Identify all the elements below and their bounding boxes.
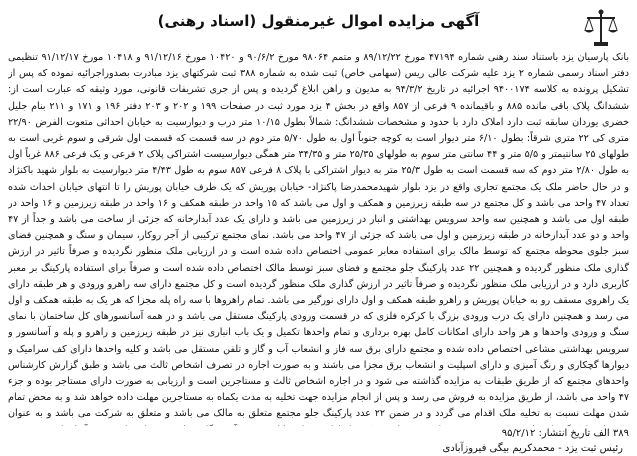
publication-serial: ۳۸۹ الف تاریخ انتشار: ۹۵/۲/۱۲ bbox=[501, 428, 629, 439]
notice-header bbox=[8, 4, 629, 50]
notice-footer bbox=[8, 426, 629, 456]
notice-body: بانک پارسیان یزد باستناد سند رهنی شماره ۴۷۱۹۴ مورخ ۸۹/۱۲/۲۲ و متمم ۹۸۰۶۴ مورخ ۹۰/۶/۲ و ۱۰۴۲۰ مورخ ۹۱/۱۲/۱۶ و ۱۰۴۱۸ مورخ ۹۱/۱۲/۱۷ تنظیمی دفتر اسناد رسمی شماره ۲ یزد علیه شرکت عالی ریس (سهامی خاص) ثبت شده به شماره ۳۸۸ ثبت شرکتهای یزد مبادرت بصدوراجرائیه نموده که پس از تشکیل پرونده به کلاسه ۹۴۰۰۱۷۴ اجرائیه در تاریخ ۹۴/۳/۲ به مدیون و راهن ابلاغ گردیده و پس از جری تشریفات قانونی، مورد وثیقه که عبارت است از: ششدانگ پلاک باقی مانده ۸۸۵ و باقیمانده ۹ فرعی از ۸۵۷ واقع در بخش ۴ یزد مورد ثبت در صفحات ۱۹۹ و ۲۰۲ و ۲۰۳ دفتر ۱۹۶ و ۱۷۱ و ۲۱۱ بنام جلیل خضری یوردان سابقه ثبت دارد املاک دارد با حدود و مشخصات ششدانگ: شمالاً بطول ۱۰/۱۵ متر درب و دیوارسیت به خیابان احداثی متعوت الفرض ۲۲/۹۰ متری کی ۲۲ متری شرقاً: بطول ۶/۱۰ متر دیوار است به کوچه جنوباً اول به طول ۵/۷۰ متر دوم در سه قسمت که قسمت اول شرقی و سوم غربی است به طولهای ۲۵ سانتیمتر و ۵/۵ متر و ۴۴ سانتی متر سوم به طولهای ۲۵/۳۵ متر و ۳۴/۳۵ متر همگی دیوارسیست اشتراکی پلاک ۲ فرعی و یک فرعی ۸۸۶ غرباً اول به طول ۲/۸۰ متر دوم که سه قسمت است به طول ۲۵/۳ متر به دیوار اشتراکی با پلاک ۸ فرعی ۸۵۷ سوم به طول ۴/۴۳ متر دیوارسیت به بلوار شهید باکنژاد و در حال حاضر ملک یک مجتمع تجاری واقع در یزد بلوار شهیدمحمدرضا پاکنژاد- خیابان پوریش که یک طرف خیابان پوریش را تا انتهای خیابان احداث شده تعداد ۴۷ واحد می باشد و کل مجتمع در سه طبقه زیرزمین و همکف و اول می باشد که ۱۵ واحد در طبقه همکف و ۱۶ واحد در طبقه زیرزمین و ۱۶ واحد در طبقه اول می باشد و همچنین سه واحد سرویس بهداشتی و انبار در زیرزمین می باشد و دارای یک عدد آبدارخانه که جزئی از ساخت می باشد و جداً از ۴۷ واحد و دو عدد آبدارخانه در طبقه زیرزمین و اول می باشد که جزئی از ۴۷ واحد می باشد. نمای مجتمع ترکیبی از آجر روکار، سیمان و سنگ و همچنین فضای سبز جلوی محوطه مجتمع که توسط مالک برای استفاده معابر عمومی اختصاص داده شده است و در ارزیابی ملک منظور نگردیده و صرفاً تاثیر در ارزش گذاری ملک منظور گردیده و همچنین ۲۲ عدد پارکینگ جلو مجتمع و فضای سبز توسط مالک اختصاص داده شده است و صرفاً برای استفاده پارکینگ بر معبر کاربری دارد و در ارزیابی ملک منظور نگردیده و صرفاً تاثیر در ارزش گذاری ملک منظور گردیده است و کل مجتمع دارای سه راهرو ورودی و هر طبقه دارای یک راهروی مسقف رو به خیابان پوریش و راهرو طبقه همکف و اول دارای نورگیر می باشد. تمام راهروها با سه راه پله مجزا که هر یک به طبقه همکف و اول می رسد و همچنین دارای یک درب ورودی بزرگ با کرکره فلزی که در قسمت ورودی پارکینگ مستقل می باشد و در همه آسانسورهای کل ساختمان با نمای سنگ و ورودی واحدها و هر واحد دارای امکانات کامل بهره برداری و تمام واحدها تکمیل و یک باب انباری نیز در طبقه زیرزمین و راهرو و پله و آسانسور و سرویس بهداشتی مشاعی اختصاص داده شده و مجتمع دارای برق سه فاز و انشعاب آب و گاز و تلفن مستقل می باشد و کلیه واحدها دارای کف سرامیک و دیوارها گچکاری و رنگ آمیزی و دارای اسپلیت و انشعاب برق مجزا می باشند و به صورت اجاره در تصرف اشخاص ثالث می باشد و طبق گزارش کارشناس واحدهای مجتمع که از طریق طبقات به مزایده گذاشته می شود و در اجاره اشخاص ثالث و مستاجرین است و ارزیابی به صورت دارای مستاجر بوده و جزء ۴۷ واحد می باشد، از طریق مزایده به فروش می رسد و پس از انجام مزایده جهت تخلیه به مدت یکماه به مستاجرین مهلت داده خواهد شد و به محض تمام شدن مهلت نسبت به تخلیه ملک اقدام می گردد و در ضمن ۲۲ عدد پارکینگ جلو مجتمع متعلق به مالک می باشد و متعلق به شرکت می باشد و به عنوان bbox=[8, 52, 629, 420]
notice-title: آگهی مزایده اموال غیرمنقول (اسناد رهنی) bbox=[157, 12, 480, 30]
signature-line: رئیس ثبت یزد - محمدکریم بیگی فیروزآبادی bbox=[442, 443, 623, 454]
